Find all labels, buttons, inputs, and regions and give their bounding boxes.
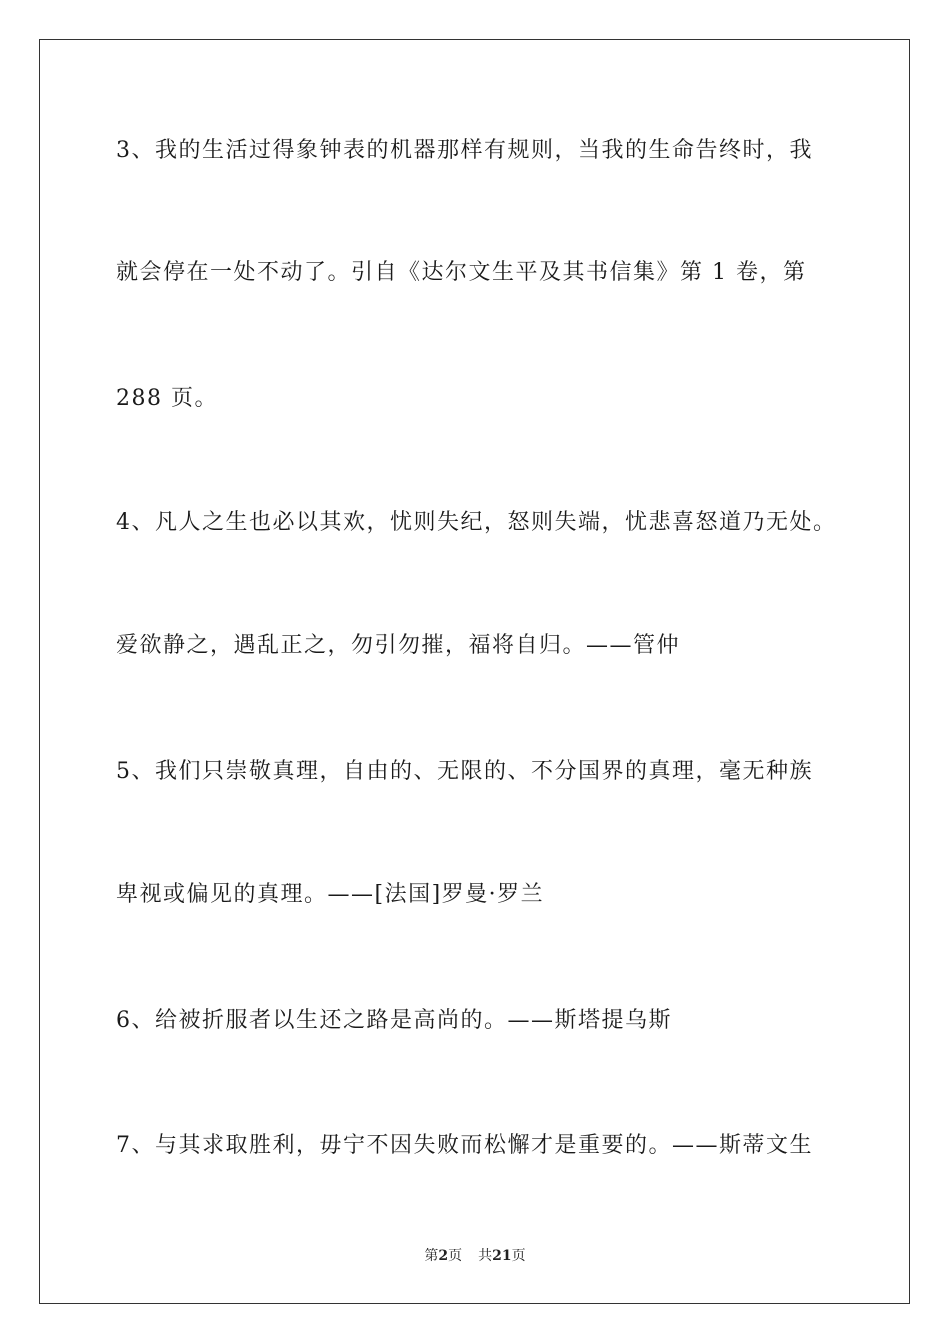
text-line: 卑视或偏见的真理。——[法国]罗曼·罗兰 [116,882,545,907]
footer-total-suffix: 页 [511,1248,526,1264]
footer-total-pages: 21 [492,1248,512,1264]
footer-page-suffix: 页 [448,1248,463,1264]
text-line: 就会停在一处不动了。引自《达尔文生平及其书信集》第 1 卷，第 [116,260,807,285]
footer-page-prefix: 第 [424,1248,439,1264]
text-line: 爱欲静之，遇乱正之，勿引勿摧，福将自归。——管仲 [116,633,681,658]
text-line: 5、我们只崇敬真理，自由的、无限的、不分国界的真理，毫无种族 [116,759,813,784]
footer-total-prefix: 共 [478,1248,493,1264]
text-line: 6、给被折服者以生还之路是高尚的。——斯塔提乌斯 [116,1008,672,1033]
page-border [39,39,910,1304]
text-line: 4、凡人之生也必以其欢，忧则失纪，怒则失端，忧悲喜怒道乃无处。 [116,510,837,535]
page-footer [0,1247,950,1265]
text-line: 7、与其求取胜利，毋宁不因失败而松懈才是重要的。——斯蒂文生 [116,1133,813,1158]
footer-page-number: 2 [438,1248,449,1264]
text-line: 3、我的生活过得象钟表的机器那样有规则，当我的生命告终时，我 [116,138,813,163]
text-line: 288 页。 [116,386,218,411]
